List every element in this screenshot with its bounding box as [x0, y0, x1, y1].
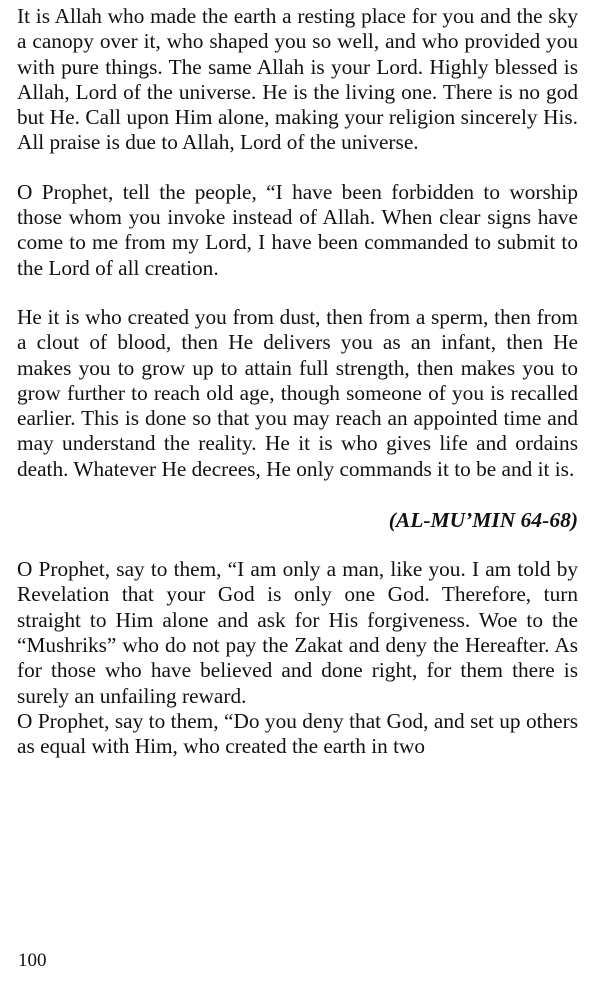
paragraph-1: It is Allah who made the earth a resting place for you and the sky a canopy over it, who shaped you so well, and who provided you with pure things. The same Allah is your Lord. Highly blessed is Allah, Lord of the universe. He is the living one. There is no god but He. Call upon Him alone, making your religion sincerely His. All praise is due to Allah, Lord of the universe. [17, 4, 578, 155]
paragraph-gap [17, 156, 578, 180]
page-number: 100 [18, 950, 47, 971]
paragraph-5: O Prophet, say to them, “Do you deny that God, and set up others as equal with Him, who created the earth in two [17, 708, 578, 759]
paragraph-4: O Prophet, say to them, “I am only a man, like you. I am told by Revelation that your God is only one God. Therefore, turn straight to Him alone and ask for His forgiveness. Woe to the “Mushriks” who do not pay the Zakat and deny the Hereafter. As for those who have believed and done right, for them there is surely an unfailing reward. [17, 557, 578, 708]
paragraph-3: He it is who created you from dust, then from a sperm, then from a clout of blood, then He delivers you as an infant, then He makes you to grow up to attain full strength, then makes you to grow further to reach old age, though someone of you is recalled earlier. This is done so that you may reach an appointed time and may understand the reality. He it is who gives life and ordains death. Whatever He decrees, He only commands it to be and it is. [17, 304, 578, 481]
paragraph-gap [17, 482, 578, 508]
surah-citation: (AL-MU’MIN 64-68) [388, 508, 578, 533]
paragraph-gap [17, 281, 578, 305]
paragraph-gap [17, 533, 578, 557]
page-body [17, 4, 578, 759]
paragraph-2: O Prophet, tell the people, “I have been forbidden to worship those whom you invoke instead of Allah. When clear signs have come to me from my Lord, I have been commanded to submit to the Lord of all creation. [17, 179, 578, 280]
